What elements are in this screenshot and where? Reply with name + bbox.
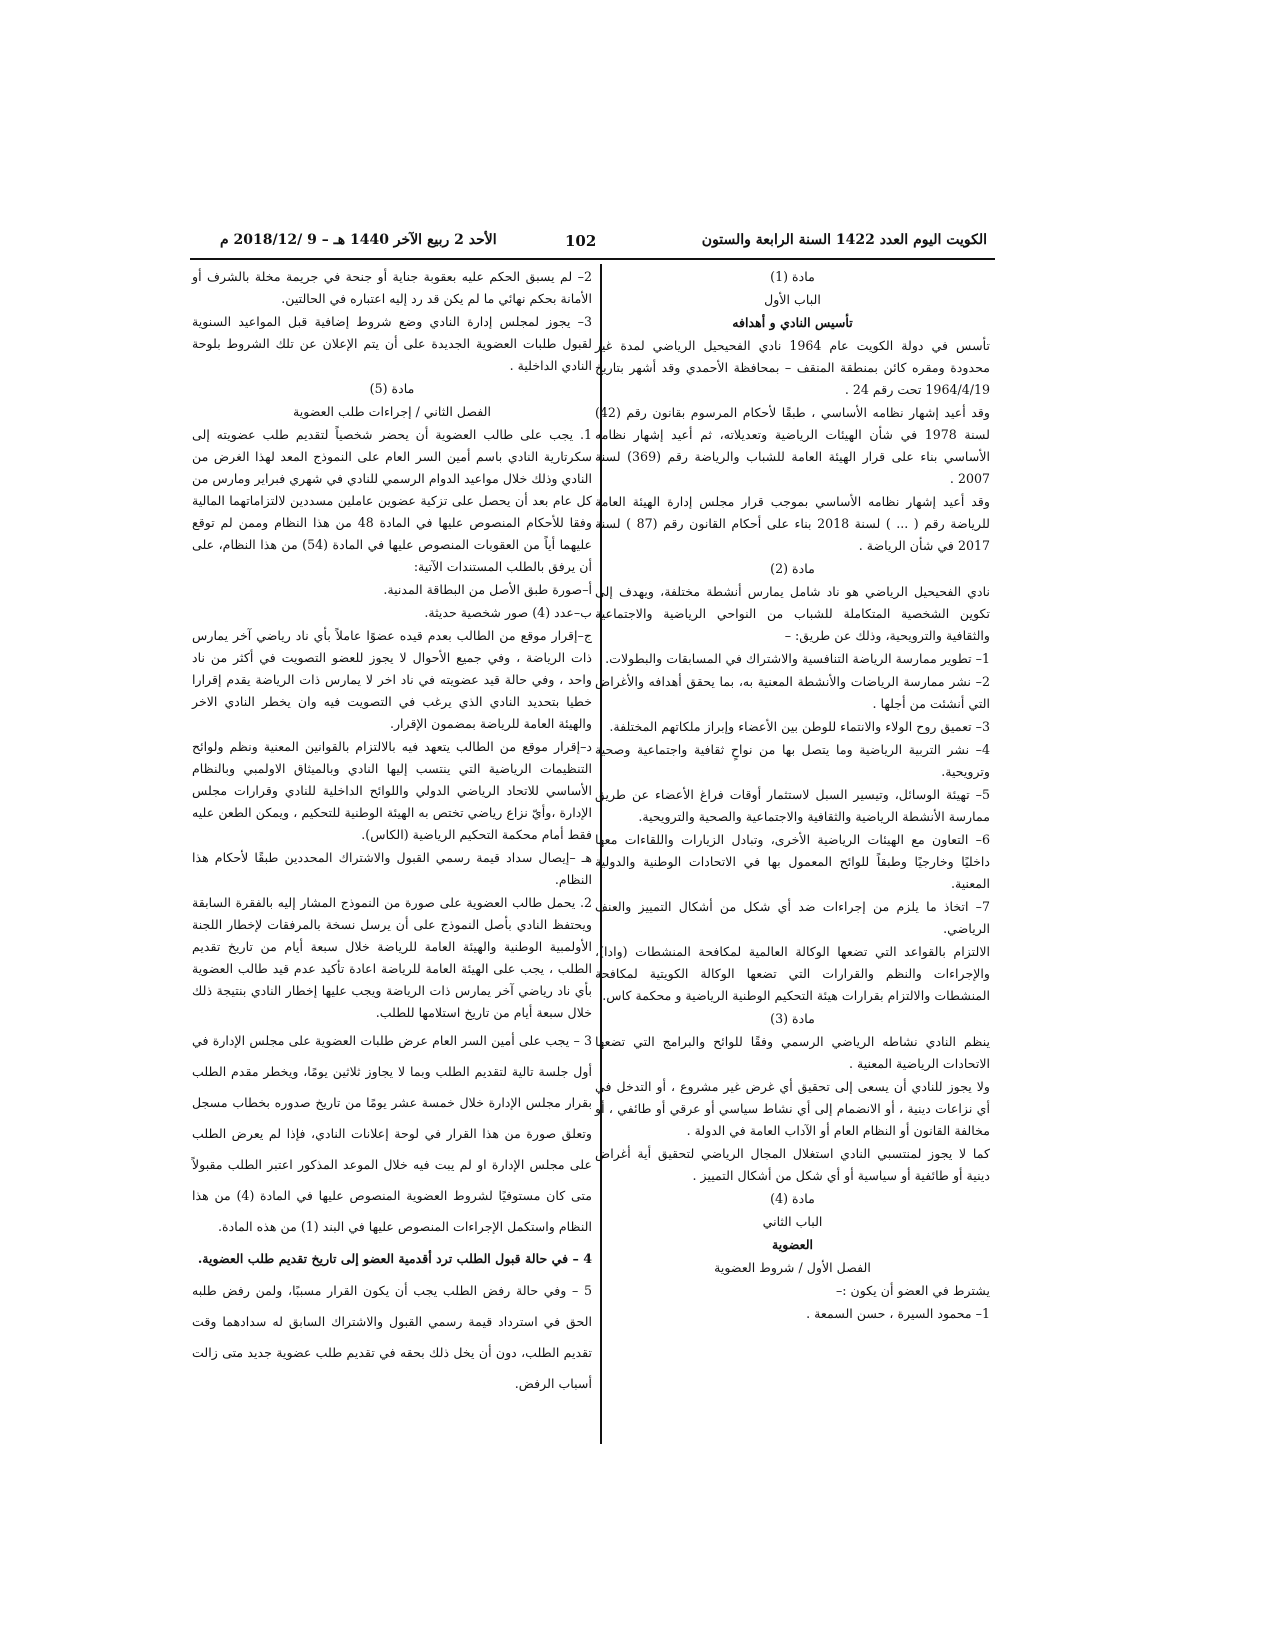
article-2-item-3: 3– تعميق روح الولاء والانتماء للوطن بين الأعضاء وإبراز ملكاتهم المختلفة. — [609, 719, 990, 734]
article-5-title: مادة (5) — [369, 381, 415, 396]
article-5-paragraph-4: 4 – في حالة قبول الطلب ترد أقدمية العضو إلى تاريخ تقديم طلب العضوية. — [197, 1251, 592, 1266]
left-column — [192, 266, 592, 1400]
article-2-item-2: 2– نشر ممارسة الرياضات والأنشطة المعنية به، بما يحقق أهدافه والأغراض التي أنشئت من أجلها . — [595, 674, 990, 711]
article-2-item-5: 5– تهيئة الوسائل، وتيسير السبل لاستثمار أوقات فراغ الأعضاء عن طريق ممارسة الأنشطة الرياضية والثقافية والاجتماعية والصحية والترويحية. — [595, 787, 990, 824]
article-5-paragraph-1: 1. يجب على طالب العضوية أن يحضر شخصياً لتقديم طلب عضويته إلى سكرتارية النادي باسم أمين السر العام على النموذج المعد لهذا الغرض من النادي وذلك خلال مواعيد الدوام الرسمي للنادي في شهري فبراير ومارس من كل عام بعد أن يحصل على تزكية عضوين عاملين مسددين لالتزاماتهما المالية وفقا للأحكام المنصوص عليها في المادة 48 من هذا النظام وممن لم توقع عليهما أياً من العقوبات المنصوص عليها في المادة (54) من هذا النظام، على أن يرفق بالطلب المستندات الآتية: — [192, 427, 592, 574]
article-5-item-h: هـ –إيصال سداد قيمة رسمي القبول والاشتراك المحددين طبقًا لأحكام هذا النظام. — [192, 850, 592, 887]
article-2-item-6: 6– التعاون مع الهيئات الرياضية الأخرى، وتبادل الزيارات واللقاءات معها داخليًا وخارجيًا وطبقاً للوائح المعمول بها في الاتحادات الوطنية والدولية المعنية. — [595, 832, 990, 891]
article-5-item-c: ج–إقرار موقع من الطالب بعدم قيده عضوًا عاملاً بأي ناد رياضي آخر يمارس ذات الرياضة ، وفي جميع الأحوال لا يجوز للعضو التصويت في أكثر من ناد واحد ، وفي حالة قيد عضويته في ناد اخر لا يمارس ذات الرياضة يقدم إقرارا خطيا بتحديد النادي الذي يرغب في التصويت فيه وان يخطر النادي الاخر والهيئة العامة للرياضة بمضمون الإقرار. — [192, 628, 592, 731]
article-2-item-4: 4– نشر التربية الرياضية وما يتصل بها من نواحٍ ثقافية واجتماعية وصحية وترويحية. — [595, 742, 990, 779]
article-5-item-b: ب–عدد (4) صور شخصية حديثة. — [424, 605, 592, 620]
condition-3: 3– يجوز لمجلس إدارة النادي وضع شروط إضافية قبل المواعيد السنوية لقبول طلبات العضوية الجديدة على أن يتم الإعلان عن تلك الشروط بلوحة النادي الداخلية . — [192, 314, 592, 373]
section-1-title: الفصل الأول / شروط العضوية — [714, 1260, 871, 1275]
article-1-title: مادة (1) — [770, 269, 815, 284]
page-number: 102 — [565, 232, 597, 250]
article-3-paragraph-3: كما لا يجوز لمنتسبي النادي استغلال المجال الرياضي لتحقيق أية أغراض دينية أو طائفية أو سياسية أو أي شكل من أشكال التمييز . — [595, 1146, 990, 1183]
issue-date: الأحد 2 ربيع الآخر 1440 هـ – 9 /2018/12 م — [220, 232, 497, 248]
gazette-page — [190, 228, 995, 1448]
right-column — [595, 266, 990, 1326]
chapter-2-title: الباب الثاني — [762, 1214, 823, 1229]
article-2-title: مادة (2) — [770, 561, 815, 576]
publication-title: الكويت اليوم العدد 1422 السنة الرابعة والستون — [701, 232, 987, 248]
condition-2: 2– لم يسبق الحكم عليه بعقوبة جناية أو جنحة في جريمة مخلة بالشرف أو الأمانة بحكم نهائي ما لم يكن قد رد إليه اعتباره في الحالتين. — [192, 269, 592, 306]
section-2-title: الفصل الثاني / إجراءات طلب العضوية — [292, 404, 492, 419]
article-5-paragraph-3: 3 – يجب على أمين السر العام عرض طلبات العضوية على مجلس الإدارة في أول جلسة تالية لتقديم الطلب وبما لا يجاوز ثلاثين يومًا، ويخطر مقدم الطلب بقرار مجلس الإدارة خلال خمسة عشر يومًا من تاريخ صدوره بخطاب مسجل وتعلق صورة من هذا القرار في لوحة إعلانات النادي، فإذا لم يعرض الطلب على مجلس الإدارة او لم يبت فيه خلال الموعد المذكور اعتبر الطلب مقبولاً متى كان مستوفيًا لشروط العضوية المنصوص عليها في المادة (4) من هذا النظام واستكمل الإجراءات المنصوص عليها في البند (1) من هذه المادة. — [192, 1033, 592, 1234]
article-5-item-a: أ–صورة طبق الأصل من البطاقة المدنية. — [383, 582, 592, 597]
article-5-paragraph-5: 5 – وفي حالة رفض الطلب يجب أن يكون القرار مسببًا، ولمن رفض طلبه الحق في استرداد قيمة رسمي القبول والاشتراك السابق له سدادهما وقت تقديم الطلب، دون أن يخل ذلك بحقه في تقديم طلب عضوية جديد متى زالت أسباب الرفض. — [192, 1283, 592, 1391]
article-4-title: مادة (4) — [770, 1191, 815, 1206]
chapter-2-subtitle: العضوية — [771, 1237, 814, 1252]
article-4-intro: يشترط في العضو أن يكون :– — [835, 1283, 990, 1298]
article-5-paragraph-2: 2. يحمل طالب العضوية على صورة من النموذج المشار إليه بالفقرة السابقة ويحتفظ النادي بأصل النموذج على أن يرسل نسخة بالمرفقات لإخطار اللجنة الأولمبية الوطنية والهيئة العامة للرياضة خلال سبعة أيام من تاريخ تقديم الطلب ، يجب على الهيئة العامة للرياضة اعادة تأكيد عدم قيد طالب العضوية بأي ناد رياضي آخر يمارس ذات الرياضة ويجب عليها إخطار النادي بنتيجة ذلك خلال سبعة أيام من تاريخ استلامها للطلب. — [192, 895, 592, 1020]
article-4-item-1: 1– محمود السيرة ، حسن السمعة . — [806, 1306, 990, 1321]
article-2-closing: الالتزام بالقواعد التي تضعها الوكالة العالمية لمكافحة المنشطات (وادا)، والإجراءات والنظم والقرارات التي تضعها الوكالة الكويتية لمكافحة المنشطات والالتزام بقرارات هيئة التحكيم الوطنية الرياضية و محكمة كاس. — [595, 944, 990, 1003]
article-1-paragraph-1: تأسس في دولة الكويت عام 1964 نادي الفحيحيل الرياضي لمدة غير محدودة ومقره كائن بمنطقة المنقف – بمحافظة الأحمدي وقد أشهر بتاريخ 1964/4/19 تحت رقم 24 . — [595, 338, 990, 397]
page-header — [190, 228, 995, 260]
article-2-intro: نادي الفحيحيل الرياضي هو ناد شامل يمارس أنشطة مختلفة، ويهدف إلى تكوين الشخصية المتكاملة للشباب من النواحي الرياضية والاجتماعية والثقافية والترويحية، وذلك عن طريق: – — [595, 584, 990, 643]
article-3-title: مادة (3) — [770, 1011, 815, 1026]
article-2-item-7: 7– اتخاذ ما يلزم من إجراءات ضد أي شكل من أشكال التمييز والعنف الرياضي. — [595, 899, 990, 936]
article-5-item-d: د–إقرار موقع من الطالب يتعهد فيه بالالتزام بالقوانين المعنية ونظم ولوائح التنظيمات الرياضية التي ينتسب إليها النادي وبالميثاق الاولمبي وبالنظام الأساسي للاتحاد الرياضي الدولي واللوائح الداخلية للنادي وقرارات مجلس الإدارة ،وأيّ نزاع رياضي تختص به الهيئة الوطنية للتحكيم ، ويمكن الطعن عليه فقط أمام محكمة التحكيم الرياضية (الكاس). — [192, 739, 592, 842]
article-2-item-1: 1– تطوير ممارسة الرياضة التنافسية والاشتراك في المسابقات والبطولات. — [605, 651, 990, 666]
article-1-paragraph-3: وقد أعيد إشهار نظامه الأساسي بموجب قرار مجلس إدارة الهيئة العامة للرياضة رقم ( ... ) لسنة 2018 بناء على أحكام القانون رقم (87 ) لسنة 2017 في شأن الرياضة . — [595, 494, 990, 553]
article-3-paragraph-1: ينظم النادي نشاطه الرياضي الرسمي وفقًا للوائح والبرامج التي تضعها الاتحادات الرياضية المعنية . — [595, 1034, 990, 1071]
chapter-1-subtitle: تأسيس النادي و أهدافه — [732, 315, 853, 330]
chapter-1-title: الباب الأول — [764, 292, 821, 307]
article-1-paragraph-2: وقد أعيد إشهار نظامه الأساسي ، طبقًا لأحكام المرسوم بقانون رقم (42) لسنة 1978 في شأن الهيئات الرياضية وتعديلاته، ثم أعيد إشهار نظامه الأساسي بناء على قرار الهيئة العامة للشباب والرياضة رقم (369) لسنة 2007 . — [595, 405, 991, 486]
article-3-paragraph-2: ولا يجوز للنادي أن يسعى إلى تحقيق أي غرض غير مشروع ، أو التدخل في أي نزاعات دينية ، أو الانضمام إلى أي نشاط سياسي أو عرقي أو طائفي ، أو مخالفة القانون أو النظام العام أو الآداب العامة في الدولة . — [595, 1079, 990, 1138]
